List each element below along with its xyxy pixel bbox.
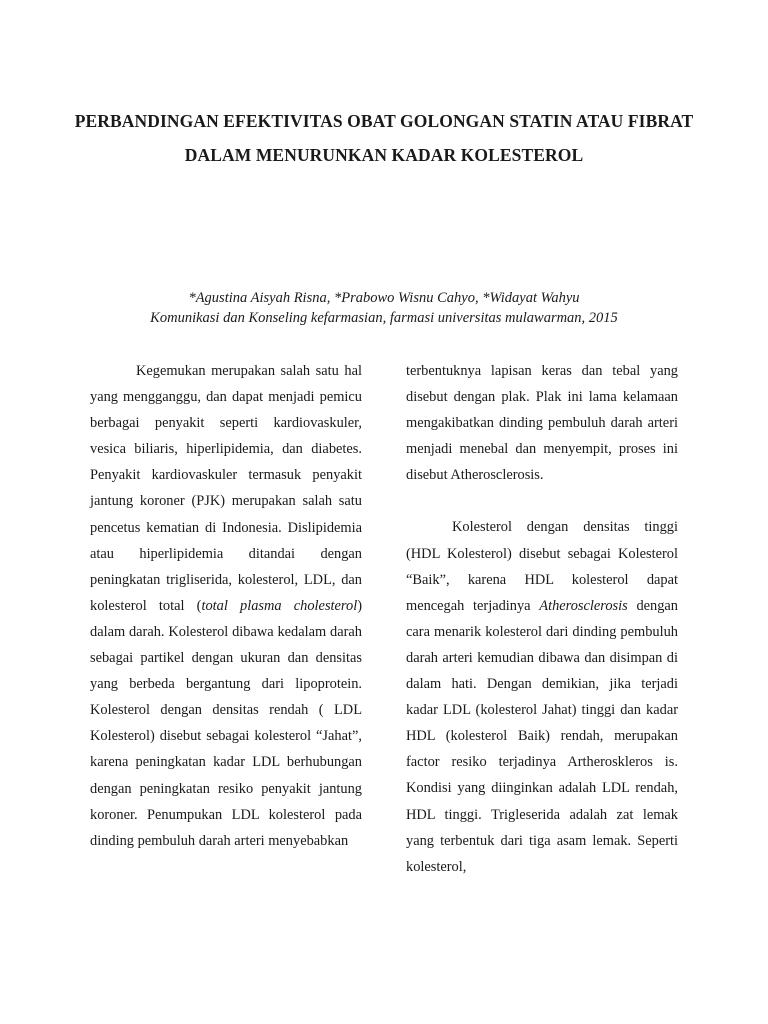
paper-title-line-1: PERBANDINGAN EFEKTIVITAS OBAT GOLONGAN STATIN ATAU FIBRAT [74,111,694,131]
right-column [406,358,678,880]
body-paragraph: terbentuknya lapisan keras dan tebal yang disebut dengan plak. Plak ini lama kelamaan mengakibatkan dinding pembuluh darah arteri menjadi menebal dan menyempit, proses ini disebut Atherosclerosis. [406,363,678,484]
paragraph-text: Kolesterol dengan densitas tinggi (HDL Kolesterol) disebut sebagai Kolesterol “Baik”, karena HDL kolesterol dapat mencegah terjadinya [406,519,678,614]
author-affiliation: Komunikasi dan Konseling kefarmasian, farmasi universitas mulawarman, 2015 [150,310,618,326]
left-column [90,358,362,854]
italic-term: total plasma cholesterol [201,597,358,614]
italic-term: Atherosclerosis [539,597,628,614]
paragraph-text: ) dalam darah. Kolesterol dibawa kedalam darah sebagai partikel dengan ukuran dan densitas yang berbeda bergantung dari lipoprotein. Kolesterol dengan densitas rendah ( LDL Kolesterol) disebut sebagai kolesterol “Jahat”, karena peningkatan kadar LDL berhubungan dengan peningkatan resiko penyakit jantung koroner. Penumpukan LDL kolesterol pada dinding pembuluh darah arteri menyebabkan [90,597,362,849]
author-list: *Agustina Aisyah Risna, *Prabowo Wisnu Cahyo, *Widayat Wahyu [188,290,580,306]
body-paragraph [406,514,678,879]
paper-title-line-2: DALAM MENURUNKAN KADAR KOLESTEROL [184,145,584,165]
paragraph-text: Kegemukan merupakan salah satu hal yang mengganggu, dan dapat menjadi pemicu berbagai penyakit seperti kardiovaskuler, vesica biliaris, hiperlipidemia, dan diabetes. Penyakit kardiovaskuler termasuk penyakit jantung koroner (PJK) merupakan salah satu pencetus kematian di Indonesia. Dislipidemia atau hiperlipidemia ditandai dengan peningkatan trigliserida, kolesterol, LDL, dan kolesterol total ( [90,363,362,614]
paragraph-text: dengan cara menarik kolesterol dari dinding pembuluh darah arteri kemudian dibawa dan disimpan di dalam hati. Dengan demikian, jika terjadi kadar LDL (kolesterol Jahat) tinggi dan kadar HDL (kolesterol Baik) rendah, merupakan factor resiko terjadinya Artheroskleros is. Kondisi yang diinginkan adalah LDL rendah, HDL tinggi. Trigleserida adalah zat lemak yang terbentuk dari tiga asam lemak. Seperti kolesterol, [406,597,679,875]
paragraph-spacer [406,488,678,514]
body-paragraph [90,358,362,854]
